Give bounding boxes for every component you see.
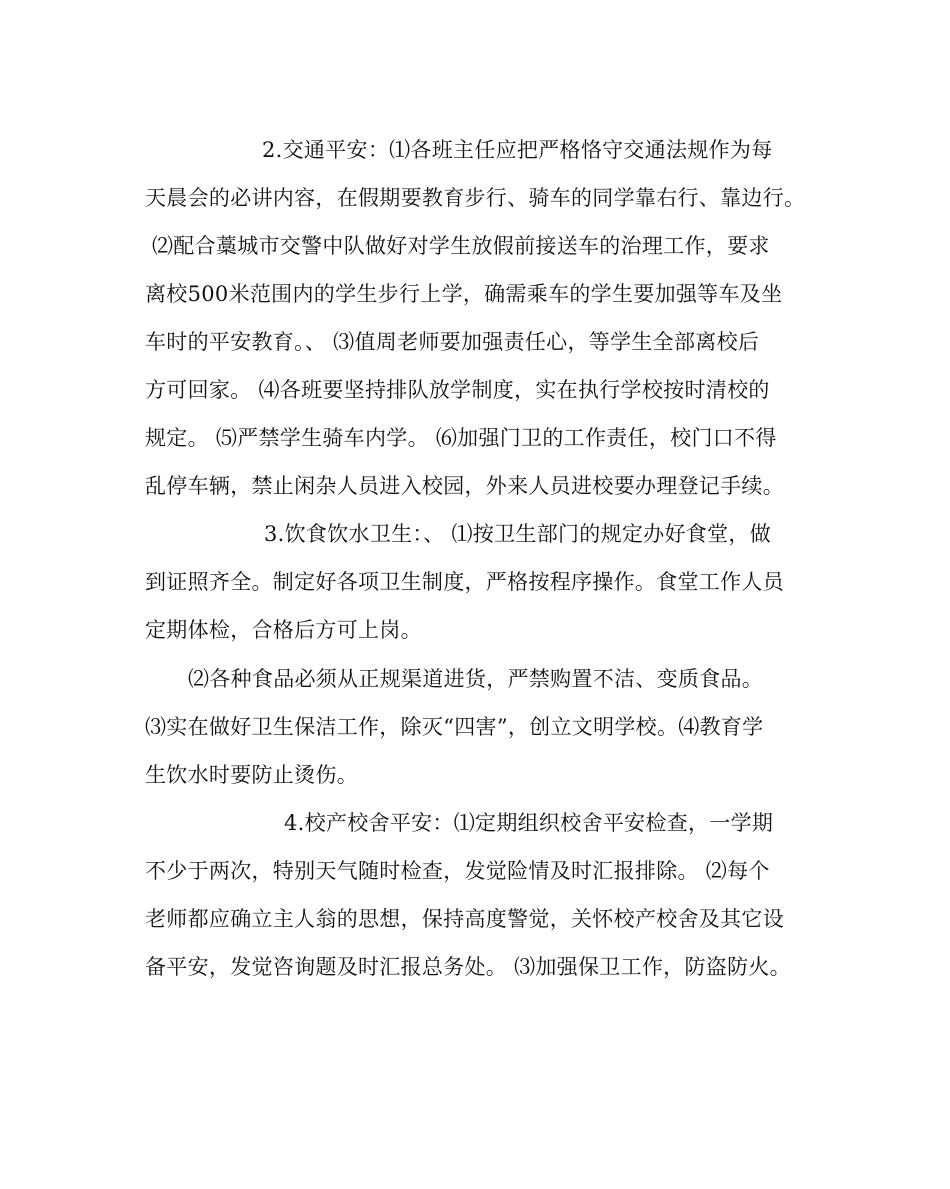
text-line-16: 不少于两次，特别天气随时检查，发觉险情及时汇报排除。 ⑵每个: [145, 859, 770, 883]
text-line-15: 4.校产校舍平安：⑴定期组织校舍平安检查，一学期: [284, 811, 774, 835]
text-line-11: 定期体检，合格后方可上岗。: [145, 618, 422, 642]
text-line-10: 到证照齐全。制定好各项卫生制度，严格按程序操作。食堂工作人员: [145, 570, 784, 594]
text-line-2: 天晨会的必讲内容，在假期要教育步行、骑车的同学靠右行、靠边行。: [145, 186, 806, 210]
text-line-4: 离校500米范围内的学生步行上学，确需乘车的学生要加强等车及坐: [145, 282, 783, 306]
text-line-18: 备平安，发觉咨询题及时汇报总务处。 ⑶加强保卫工作，防盗防火。: [145, 955, 791, 979]
text-line-12: ⑵各种食品必须从正规渠道进货，严禁购置不洁、变质食品。: [188, 667, 764, 691]
text-line-6: 方可回家。 ⑷各班要坚持排队放学制度，实在执行学校按时清校的: [145, 378, 770, 402]
text-line-8: 乱停车辆，禁止闲杂人员进入校园，外来人员进校要办理登记手续。: [145, 474, 784, 498]
text-line-5: 车时的平安教育。、 ⑶值周老师要加强责任心，等学生全部离校后: [145, 330, 760, 354]
text-line-3: ⑵配合藁城市交警中队做好对学生放假前接送车的治理工作，要求: [152, 234, 770, 258]
text-line-1: 2.交通平安：⑴各班主任应把严格恪守交通法规作为每: [262, 138, 773, 162]
text-line-14: 生饮水时要防止烫伤。: [145, 763, 358, 787]
text-line-17: 老师都应确立主人翁的思想，保持高度警觉，关怀校产校舍及其它设: [145, 907, 784, 931]
text-line-13: ⑶实在做好卫生保洁工作，除灭“四害”，创立文明学校。⑷教育学: [145, 715, 764, 739]
text-line-9: 3.饮食饮水卫生：、 ⑴按卫生部门的规定办好食堂，做: [264, 522, 772, 546]
text-line-7: 规定。 ⑸严禁学生骑车内学。 ⑹加强门卫的工作责任，校门口不得: [145, 426, 777, 450]
